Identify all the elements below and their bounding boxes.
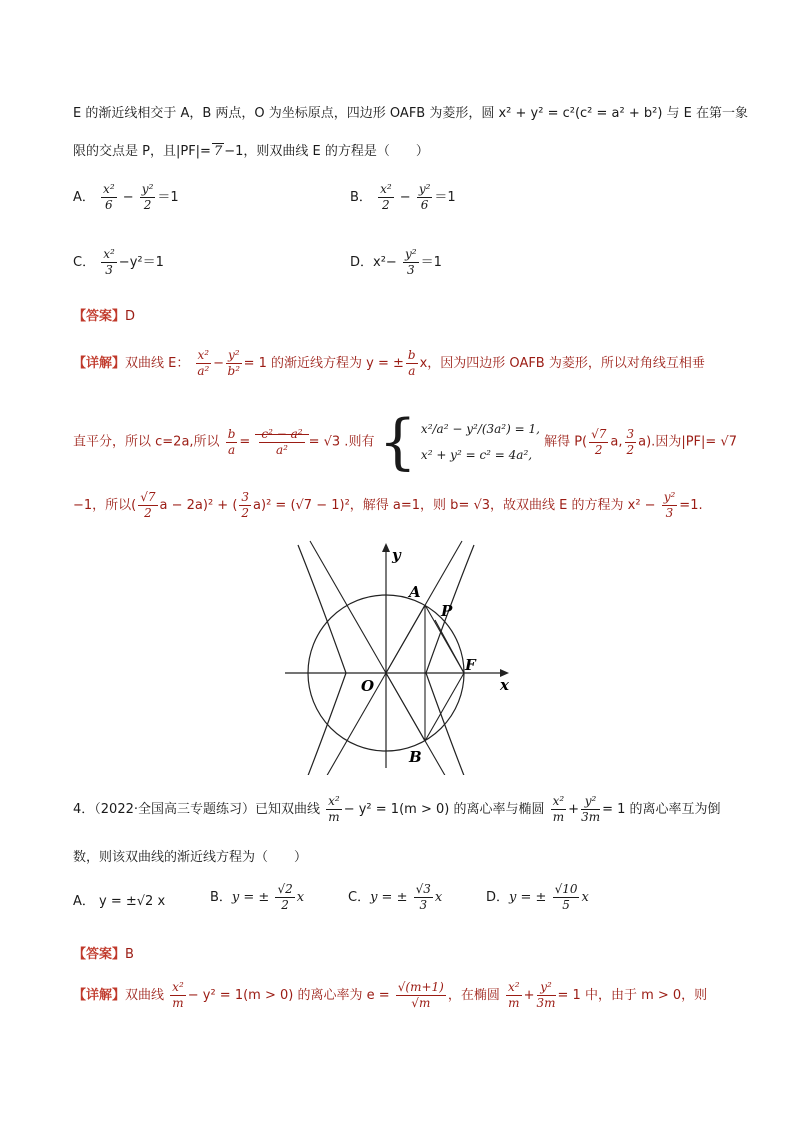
q4-option-c: C．y = ± $\frac{√3}{3}$ x <box>348 882 443 912</box>
label-b: B <box>409 748 422 766</box>
q3-stem-line2: 限的交点是 P，且|PF|= 7 −1，则双曲线 E 的方程是（ ） <box>73 144 429 159</box>
label-x: x <box>500 676 509 694</box>
q4-stem-line1: 4．（2022·全国高三专题练习）已知双曲线 $\frac{\text{x²}}{m}$ − y² = 1(m > 0) 的离心率与椭圆 $\frac{\text{x²}}{m}$ + $\frac{\text{y²}}{3m}$ = 1 的离心率互为倒 <box>73 794 721 824</box>
label-o: O <box>361 677 375 695</box>
q3-detail-line1: 【详解】双曲线 E： $\frac{\text{x²}}{\text{a²}}$ − $\frac{\text{y²}}{\text{b²}}$ = 1 的渐近线方程为 y = ± $\frac{b}{a}$ x，因为四边形 OAFB 为菱形，所以对角线互相垂 <box>73 348 705 378</box>
q3-answer: 【答案】D <box>73 309 136 324</box>
q3-option-b: B． $\frac{\text{x²}}{2}$ − $\frac{\text{y²}}{6}$ ＝1 <box>350 182 456 212</box>
left-branch <box>298 545 346 775</box>
q4-option-b: B．y = ± $\frac{√2}{2}$ x <box>210 882 305 912</box>
q4-stem-line2: 数，则该双曲线的渐近线方程为（ ） <box>73 850 308 865</box>
label-f: F <box>465 656 476 674</box>
q4-option-a: A． y = ±√2 x <box>73 894 166 909</box>
hyperbola-figure <box>280 540 520 775</box>
q3-stem-line1: E 的渐近线相交于 A，B 两点，O 为坐标原点，四边形 OAFB 为菱形，圆 x² + y² = c²(c² = a² + b²) 与 E 在第一象 <box>73 106 749 121</box>
label-y: y <box>392 546 401 564</box>
label-p: P <box>441 602 453 620</box>
label-a: A <box>409 583 421 601</box>
q3-option-d: D．x²− $\frac{\text{y²}}{3}$ ＝1 <box>350 247 442 277</box>
q4-answer: 【答案】B <box>73 947 134 962</box>
q3-option-c: C． $\frac{\text{x²}}{3}$ −y²＝1 <box>73 247 164 277</box>
q4-detail-line1: 【详解】双曲线 $\frac{\text{x²}}{m}$ − y² = 1(m > 0) 的离心率为 e = $\frac{√(m+1)}{√m}$ ，在椭圆 $\frac{\text{x²}}{m}$ + $\frac{\text{y²}}{3m}$ = 1 中，由于 m > 0，则 <box>73 980 708 1010</box>
q3-option-a: A． $\frac{\text{x²}}{6}$ − $\frac{\text{y²}}{2}$ ＝1 <box>73 182 179 212</box>
q3-detail-line2: 直平分，所以 c=2a,所以 $\frac{b}{a}$ = $\frac{\text{c² − a²}}{\text{a²}}$ = √3 .则有 { x²/a² − y²/(3a²) = 1, x² + y² = c² = 4a², 解得 P( $\frac{√7}{2}$ a, $\frac{3}{2}$ a).因为|PF|= √7 <box>73 407 737 477</box>
q3-detail-line3: −1，所以( $\frac{√7}{2}$ a − 2a)² + ( $\frac{3}{2}$ a)² = (√7 − 1)²，解得 a=1，则 b= √3，故双曲线 E 的方程为 x² − $\frac{\text{y²}}{3}$ =1. <box>73 490 703 520</box>
sqrt-seven: 7 <box>213 144 223 159</box>
q4-option-d: D．y = ± $\frac{√10}{5}$ x <box>486 882 589 912</box>
y-axis-arrow <box>382 543 390 552</box>
